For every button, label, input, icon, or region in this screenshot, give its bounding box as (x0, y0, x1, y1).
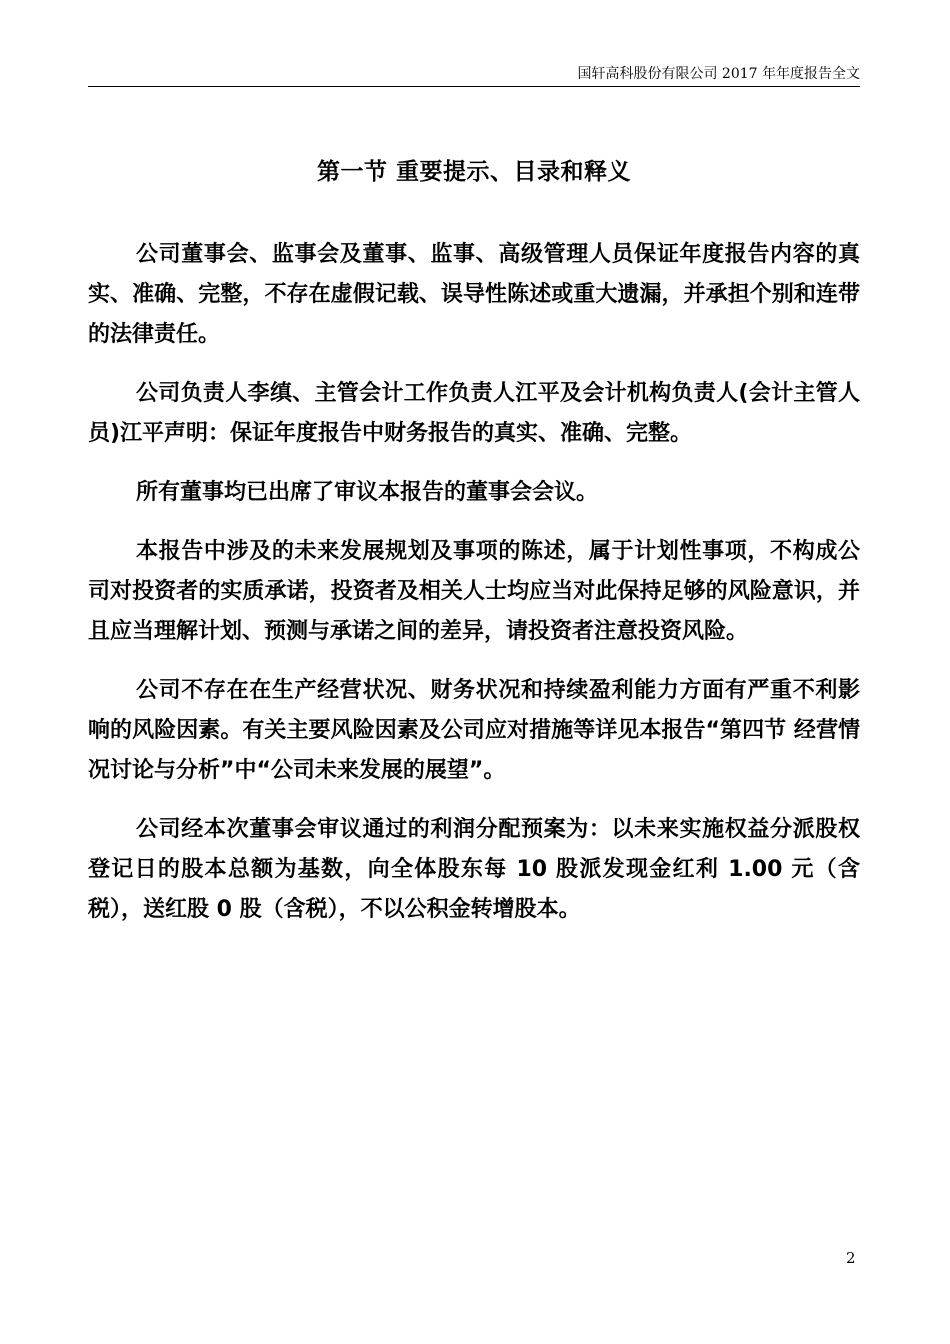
section-title: 第一节 重要提示、目录和释义 (316, 159, 631, 185)
paragraph-profit-distribution: 公司经本次董事会审议通过的利润分配预案为：以未来实施权益分派股权登记日的股本总额为基数，向全体股东每 10 股派发现金红利 1.00 元（含税），送红股 0 股（含税），不以公积金转增股本。 (88, 817, 860, 922)
page-number: 2 (846, 1249, 856, 1267)
paragraph-risk-factors: 公司不存在在生产经营状况、财务状况和持续盈利能力方面有严重不利影响的风险因素。有关主要风险因素及公司应对措施等详见本报告“第四节 经营情况讨论与分析”中“公司未来发展的展望”。 (88, 678, 860, 783)
page-header (88, 64, 860, 87)
paragraph-directors-attendance: 所有董事均已出席了审议本报告的董事会会议。 (136, 480, 599, 505)
paragraph-forward-looking-statement: 本报告中涉及的未来发展规划及事项的陈述，属于计划性事项，不构成公司对投资者的实质承诺，投资者及相关人士均应当对此保持足够的风险意识，并且应当理解计划、预测与承诺之间的差异，请投资者注意投资风险。 (88, 539, 860, 644)
header-title: 国轩高科股份有限公司 2017 年年度报告全文 (577, 66, 860, 82)
paragraph-board-guarantee: 公司董事会、监事会及董事、监事、高级管理人员保证年度报告内容的真实、准确、完整，不存在虚假记载、误导性陈述或重大遗漏，并承担个别和连带的法律责任。 (88, 242, 860, 347)
body-text (88, 235, 860, 949)
paragraph-responsible-persons-statement: 公司负责人李缜、主管会计工作负责人江平及会计机构负责人(会计主管人员)江平声明：保证年度报告中财务报告的真实、准确、完整。 (88, 381, 860, 446)
